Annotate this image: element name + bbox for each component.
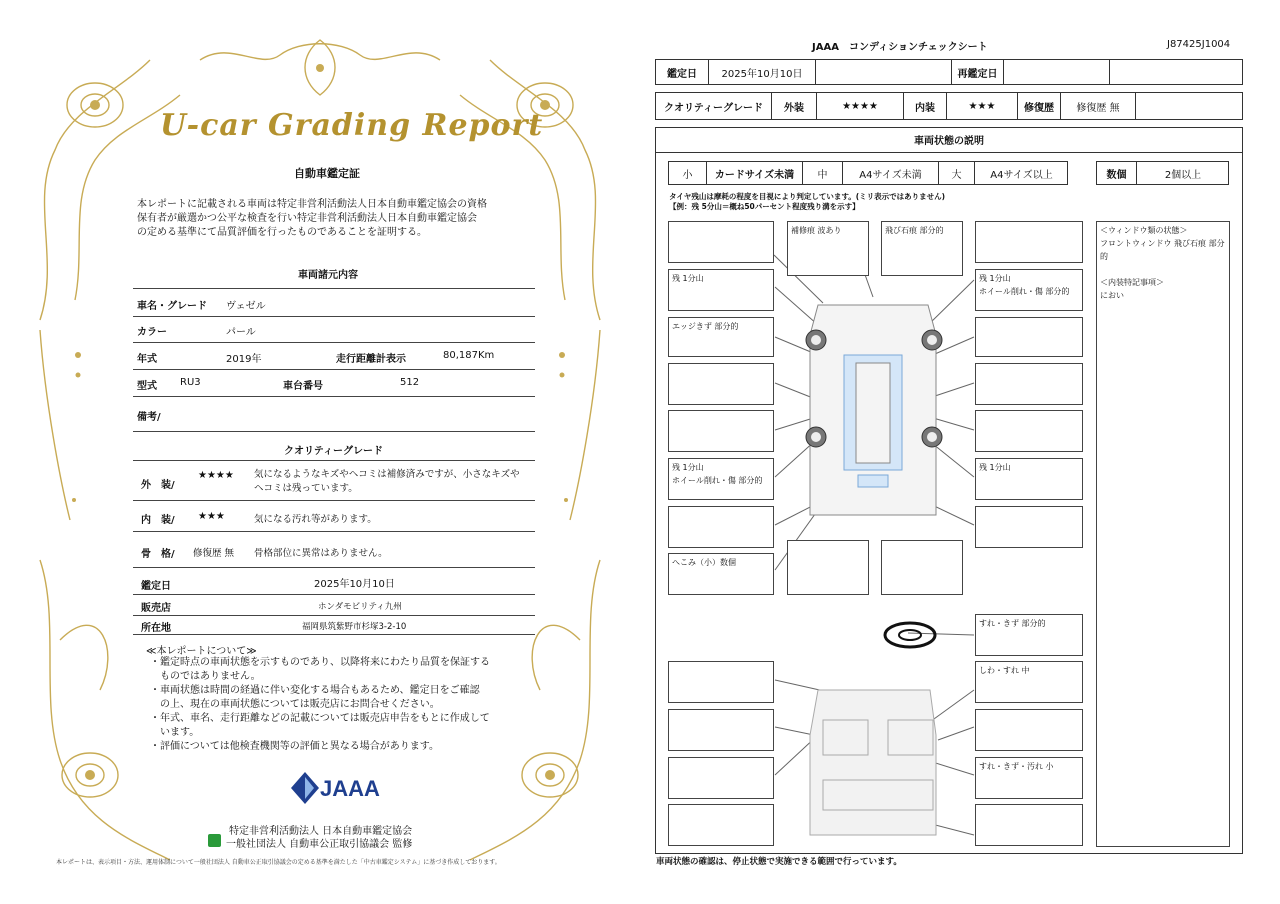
size-small: 小 <box>669 162 707 184</box>
remarks-label: 備考/ <box>137 412 161 423</box>
diagram-box <box>668 410 774 452</box>
year-value: 2019年 <box>226 354 262 365</box>
date-row-value: 2025年10月10日 <box>709 60 816 84</box>
size-legend <box>668 161 1068 185</box>
diagram-box: 飛び石痕 部分的 <box>881 221 963 276</box>
diagram-box: 残 1分山 ホイール削れ・傷 部分的 <box>668 458 774 500</box>
chassis-label: 車台番号 <box>283 381 323 392</box>
count-legend <box>1096 161 1229 185</box>
exterior-stars: ★★★★ <box>198 470 234 481</box>
sheet-code: J87425J1004 <box>1167 39 1231 50</box>
note-item: ・鑑定時点の車両状態を示すものであり、以降将来にわたり品質を保証する ものではありません。 <box>150 657 490 682</box>
right-footer: 車両状態の確認は、停止状態で実施できる範囲で行っています。 <box>656 857 902 867</box>
diagram-box <box>975 317 1083 357</box>
left-footer: 本レポートは、表示項目・方法、運用体制について一般社団法人 自動車公正取引協議会の定める基準を満たした「中古車鑑定システム」に基づき作成しております。 <box>56 859 501 866</box>
exterior-label: 外 装/ <box>141 480 175 491</box>
diagram-box <box>975 221 1083 263</box>
count-desc: 2個以上 <box>1164 169 1202 181</box>
diagram-box: すれ・きず 部分的 <box>975 614 1083 656</box>
note-item: ・評価については他検査機関等の評価と異なる場合があります。 <box>150 741 439 752</box>
mileage-label: 走行距離計表示 <box>336 354 406 365</box>
address-value: 福岡県筑紫野市杉塚3-2-10 <box>302 622 407 632</box>
date-row <box>655 59 1243 85</box>
model-label: 型式 <box>137 381 157 392</box>
quality-heading: クオリティーグレード <box>284 446 383 457</box>
frame-label: 骨 格/ <box>141 549 175 560</box>
diagram-box: エッジきず 部分的 <box>668 317 774 357</box>
diagram-box: 残 1分山 ホイール削れ・傷 部分的 <box>975 269 1083 311</box>
diagram-box: 残 1分山 <box>668 269 774 311</box>
size-small-desc: カードサイズ未満 <box>707 162 803 184</box>
notes-title: ≪本レポートについて≫ <box>146 646 257 657</box>
diagram-box: しわ・すれ 中 <box>975 661 1083 703</box>
address-label: 所在地 <box>141 623 171 634</box>
diagram-box <box>881 540 963 595</box>
size-mid: 中 <box>803 162 843 184</box>
interior-label: 内 装/ <box>141 515 175 526</box>
jaaa-logo-icon <box>290 771 320 805</box>
color-value: パール <box>226 327 256 338</box>
model-value: RU3 <box>180 377 201 388</box>
year-label: 年式 <box>137 354 157 365</box>
state-heading: 車両状態の説明 <box>655 127 1243 153</box>
date-label: 鑑定日 <box>141 581 171 592</box>
int-label: 内装 <box>904 93 947 119</box>
diagram-box: 残 1分山 <box>975 458 1083 500</box>
diagram-box <box>668 757 774 799</box>
dealer-value: ホンダモビリティ九州 <box>318 602 402 612</box>
interior-text: 気になる汚れ等があります。 <box>254 514 377 525</box>
note-item: ・年式、車名、走行距離などの記載については販売店申告をもとに作成して います。 <box>150 713 490 738</box>
diagram-box <box>975 804 1083 846</box>
date-row-label: 鑑定日 <box>656 60 709 84</box>
dealer-label: 販売店 <box>141 603 171 614</box>
repair-value: 修復歴 無 <box>1061 93 1136 119</box>
jaaa-logo-text: JAAA <box>320 776 380 801</box>
diagram-box <box>668 506 774 548</box>
org-name-2: 一般社団法人 自動車公正取引協議会 監修 <box>226 839 413 850</box>
repair-label: 修復歴 <box>1018 93 1061 119</box>
diagram-box: すれ・きず・汚れ 小 <box>975 757 1083 799</box>
size-large: 大 <box>939 162 975 184</box>
ext-stars: ★★★★ <box>817 93 904 119</box>
certificate-subtitle: 自動車鑑定証 <box>294 167 360 180</box>
spec-heading: 車両諸元内容 <box>298 270 358 281</box>
diagram-box <box>975 410 1083 452</box>
diagram-box <box>668 221 774 263</box>
intro-text: 本レポートに記載される車両は特定非営利活動法人日本自動車鑑定協会の資格 保有者が厳選かつ公平な検査を行い特定非営利活動法人日本自動車鑑定協会 の定める基準にて品質評価を行ったものであることを証明する。 <box>137 199 487 238</box>
color-label: カラー <box>137 327 167 338</box>
blank-cell <box>816 60 952 84</box>
exterior-text: 気になるようなキズやヘコミは補修済みですが、小さなキズや ヘコミは残っています。 <box>254 469 520 494</box>
ext-label: 外装 <box>772 93 817 119</box>
diagram-box <box>668 709 774 751</box>
car-name-value: ヴェゼル <box>226 301 266 312</box>
side-notes: ＜ウィンドウ類の状態＞ フロントウィンドウ 飛び石痕 部分的 ＜内装特記事項＞ におい <box>1096 221 1230 847</box>
diagram-box <box>668 661 774 703</box>
car-name-label: 車名・グレード <box>137 301 207 312</box>
size-large-desc: A4サイズ以上 <box>990 169 1053 181</box>
frame-text: 骨格部位に異常はありません。 <box>254 548 388 559</box>
diagram-box <box>668 363 774 405</box>
diagram-box <box>975 709 1083 751</box>
tire-note-1: タイヤ残山は摩耗の程度を目視により判定しています。(ミリ表示ではありません) <box>669 192 946 201</box>
diagram-box <box>975 506 1083 548</box>
reeval-label: 再鑑定日 <box>952 60 1004 84</box>
diagram-box: 補修痕 波あり <box>787 221 869 276</box>
note-item: ・車両状態は時間の経過に伴い変化する場合もあるため、鑑定日をご確認 の上、現在の車両状態については販売店にお問合せください。 <box>150 685 480 710</box>
frame-value: 修復歴 無 <box>193 548 235 559</box>
count-label: 数個 <box>1097 162 1137 184</box>
mileage-value: 80,187Km <box>443 350 495 361</box>
date-value: 2025年10月10日 <box>314 579 395 590</box>
size-mid-desc: A4サイズ未満 <box>843 162 939 184</box>
int-stars: ★★★ <box>947 93 1018 119</box>
report-title: U-car Grading Report <box>160 108 544 143</box>
diagram-box <box>668 804 774 846</box>
diagram-box <box>787 540 869 595</box>
diagram-box: へこみ（小）数個 <box>668 553 774 595</box>
org-name-1: 特定非営利活動法人 日本自動車鑑定協会 <box>229 826 413 837</box>
sheet-title: JAAA コンディションチェックシート <box>812 42 988 53</box>
chassis-value: 512 <box>400 377 420 388</box>
grade-row <box>655 92 1243 120</box>
notes-list <box>150 656 540 754</box>
diagram-box <box>975 363 1083 405</box>
interior-stars: ★★★ <box>198 511 225 522</box>
fair-trade-icon <box>208 834 221 847</box>
reeval-value <box>1004 60 1110 84</box>
tire-note-2: 【例：残 5分山＝概ね50パーセント程度残り溝を示す】 <box>669 202 860 211</box>
grade-row-label: クオリティーグレード <box>656 93 772 119</box>
